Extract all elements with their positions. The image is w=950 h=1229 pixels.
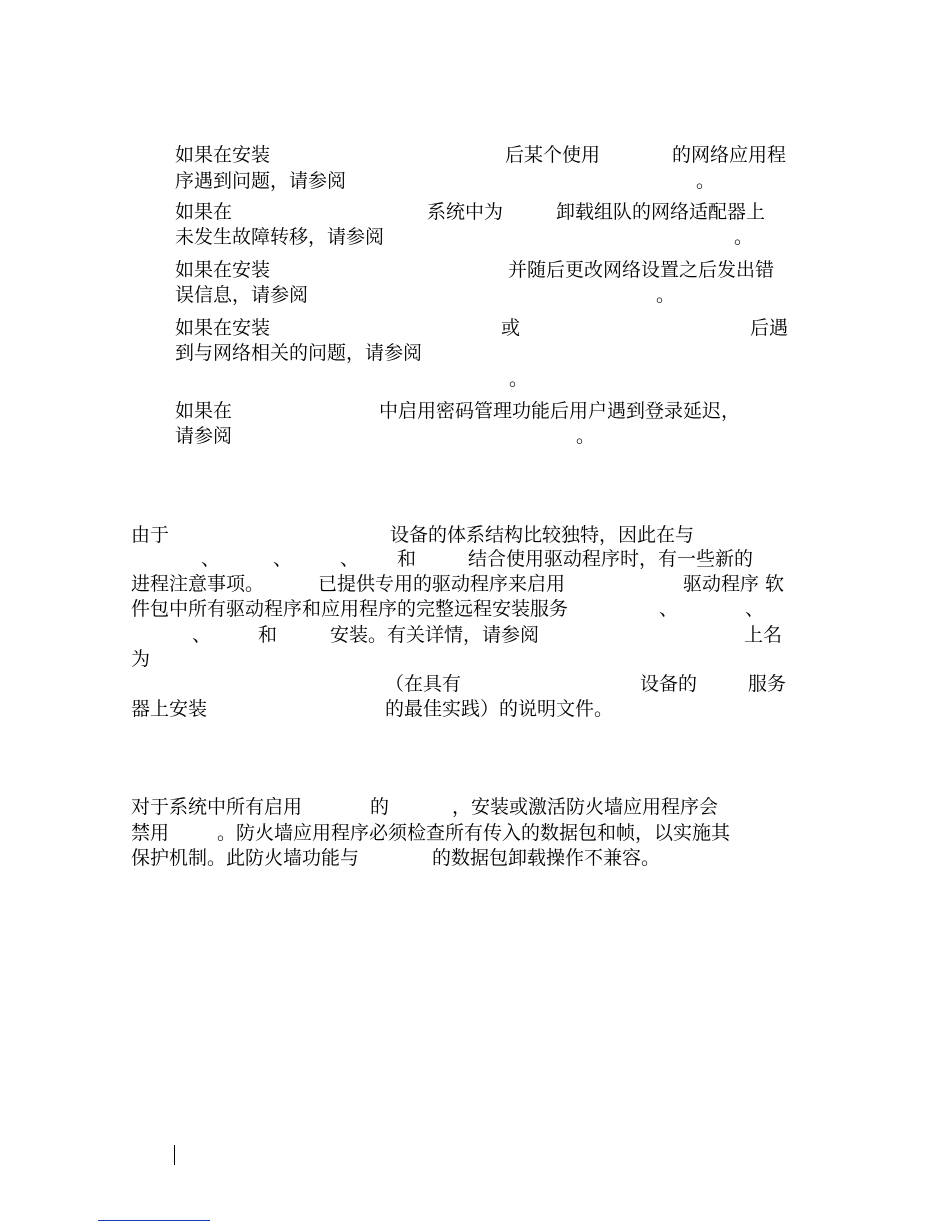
paragraph-text: 结合使用驱动程序时，有一些新的	[468, 548, 754, 570]
paragraph-text: 设备的体系结构比较独特，因此在与	[390, 524, 695, 546]
paragraph-text: 和	[397, 548, 417, 570]
note-text: 卸载组队的网络适配器上	[556, 201, 766, 223]
paragraph-text: 器上安装	[131, 698, 208, 720]
paragraph-text: 设备的	[640, 673, 698, 695]
note-text: 并随后更改网络设置之后发出错	[508, 259, 775, 281]
note-text: 未发生故障转移，请参阅	[175, 226, 385, 248]
note-text: 系统中为	[427, 201, 504, 223]
note-text: 。	[656, 284, 676, 306]
paragraph-text: 、	[659, 598, 679, 620]
paragraph-text: 安装。有关详情，请参阅	[330, 624, 540, 646]
note-text: 序遇到问题，请参阅	[175, 170, 347, 192]
note-text: 。	[509, 368, 529, 390]
note-text: 如果在	[175, 201, 233, 223]
note-text: 如果在安装	[175, 317, 271, 339]
paragraph-text: 进程注意事项。	[131, 573, 265, 595]
note-text: 。	[734, 226, 754, 248]
paragraph-text: 、	[192, 624, 212, 646]
paragraph-text: 、	[201, 548, 221, 570]
note-text: 中启用密码管理功能后用户遇到登录延迟，	[379, 400, 741, 422]
paragraph-text: 上名	[744, 624, 783, 646]
paragraph-text: 对于系统中所有启用	[131, 796, 303, 818]
paragraph-text: 的数据包卸载操作不兼容。	[432, 847, 661, 869]
note-text: 如果在安装	[175, 259, 271, 281]
paragraph-text: 和	[258, 624, 278, 646]
note-text: 后遇	[750, 317, 789, 339]
note-text: 后某个使用	[505, 144, 601, 166]
paragraph-text: 的	[370, 796, 390, 818]
note-text: 。	[696, 170, 716, 192]
note-text: 。	[576, 425, 596, 447]
note-text: 请参阅	[175, 425, 233, 447]
paragraph-text: 、	[340, 548, 360, 570]
paragraph-text: 件包中所有驱动程序和应用程序的完整远程安装服务	[131, 598, 569, 620]
note-text: 误信息，请参阅	[175, 284, 309, 306]
paragraph-text: （在具有	[385, 673, 462, 695]
paragraph-text: 的最佳实践）的说明文件。	[385, 698, 614, 720]
paragraph-text: 由于	[131, 524, 170, 546]
paragraph-text: 为	[131, 648, 151, 670]
paragraph-text: ，安装或激活防火墙应用程序会	[452, 796, 719, 818]
paragraph-text: 保护机制。此防火墙功能与	[131, 847, 360, 869]
paragraph-text: 禁用	[131, 822, 170, 844]
paragraph-text: 服务	[748, 673, 787, 695]
note-text: 到与网络相关的问题，请参阅	[175, 342, 423, 364]
note-text: 的网络应用程	[672, 144, 787, 166]
page-number-marker	[174, 1145, 175, 1165]
paragraph-text: 已提供专用的驱动程序来启用	[318, 573, 566, 595]
note-text: 如果在安装	[175, 144, 271, 166]
paragraph-text: 驱动程序 软	[683, 573, 785, 595]
paragraph-text: 、	[273, 548, 293, 570]
note-text: 如果在	[175, 400, 233, 422]
note-text: 或	[501, 317, 521, 339]
paragraph-text: 。防火墙应用程序必须检查所有传入的数据包和帧，以实施其	[217, 822, 731, 844]
footer-rule	[98, 1220, 210, 1221]
paragraph-text: 、	[745, 598, 765, 620]
